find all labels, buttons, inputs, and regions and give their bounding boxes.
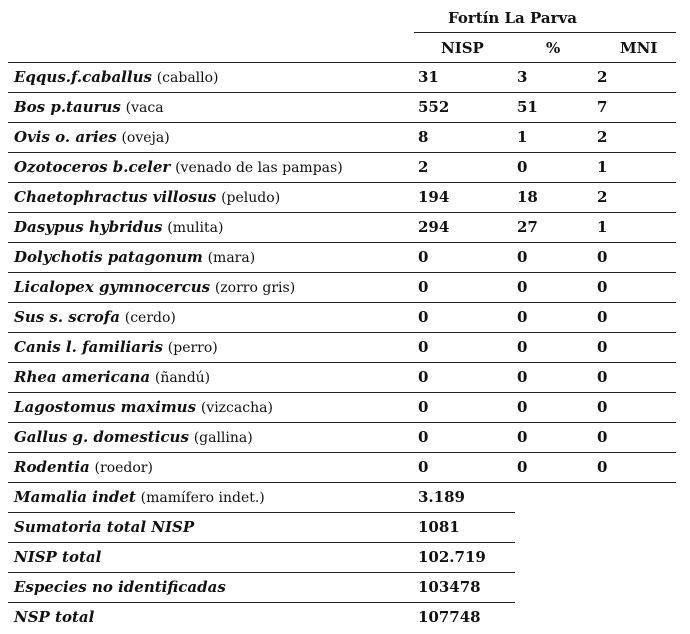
common-name: (gallina) [193,430,253,446]
species-name: Ozotoceros b.celer [14,158,171,176]
summary-label [14,482,265,512]
species-name: Eqqus.f.caballus [14,68,152,86]
mni-value: 0 [597,278,608,296]
species-label [14,122,170,152]
mni-value: 2 [597,188,608,206]
summary-name: Sumatoria total NISP [14,518,195,536]
common-name: (perro) [167,340,218,356]
summary-row [0,572,690,602]
nisp-value: 0 [418,368,429,386]
table-row [0,272,690,302]
summary-value: 1081 [418,518,460,536]
common-name: (mamífero indet.) [140,490,265,506]
table-row [0,452,690,482]
species-name: Gallus g. domesticus [14,428,189,446]
summary-value: 102.719 [418,548,486,566]
table-row [0,332,690,362]
common-name: (mulita) [167,220,224,236]
site-title: Fortín La Parva [448,9,577,27]
header-columns-row [0,33,690,63]
species-label [14,62,219,92]
percent-value: 0 [517,158,528,176]
table-row [0,302,690,332]
nisp-value: 2 [418,158,429,176]
mni-value: 0 [597,308,608,326]
species-name: Chaetophractus villosus [14,188,217,206]
summary-row [0,542,690,572]
mni-value: 0 [597,398,608,416]
common-name: (venado de las pampas) [175,160,343,176]
species-label [14,242,255,272]
summary-value: 107748 [418,608,481,626]
common-name: (zorro gris) [214,280,296,296]
nisp-value: 194 [418,188,450,206]
species-name: Rhea americana [14,368,151,386]
percent-value: 0 [517,278,528,296]
percent-value: 0 [517,338,528,356]
nisp-value: 0 [418,398,429,416]
common-name: (oveja) [121,130,170,146]
species-name: Ovis o. aries [14,128,117,146]
percent-value: 0 [517,248,528,266]
table-row [0,422,690,452]
nisp-value: 0 [418,308,429,326]
summary-value: 3.189 [418,488,465,506]
common-name: (cerdo) [124,310,176,326]
mni-value: 0 [597,458,608,476]
nisp-value: 0 [418,338,429,356]
common-name: (roedor) [94,460,153,476]
mni-value: 2 [597,68,608,86]
table-row [0,62,690,92]
mni-value: 0 [597,338,608,356]
common-name: (vaca [125,100,164,116]
table-row [0,92,690,122]
header-site-row [0,3,690,33]
species-name: Licalopex gymnocercus [14,278,211,296]
species-label [14,212,223,242]
col-header-percent: % [546,39,561,57]
table-row [0,362,690,392]
summary-row [0,512,690,542]
species-name: Canis l. familiaris [14,338,163,356]
percent-value: 0 [517,398,528,416]
species-label [14,362,210,392]
mni-value: 1 [597,218,608,236]
species-label [14,332,218,362]
col-header-mni: MNI [620,39,658,57]
percent-value: 0 [517,428,528,446]
species-name: Bos p.taurus [14,98,121,116]
species-label [14,302,176,332]
percent-value: 0 [517,308,528,326]
table-row [0,122,690,152]
common-name: (mara) [207,250,256,266]
mni-value: 0 [597,248,608,266]
common-name: (peludo) [221,190,281,206]
summary-row [0,482,690,512]
col-header-nisp: NISP [441,39,484,57]
species-label [14,152,343,182]
species-label [14,272,295,302]
table-row [0,182,690,212]
species-name: Lagostomus maximus [14,398,197,416]
species-name: Rodentia [14,458,90,476]
common-name: (ñandú) [154,370,211,386]
summary-name: Mamalia indet [14,488,136,506]
percent-value: 1 [517,128,528,146]
nisp-value: 0 [418,278,429,296]
nisp-value: 0 [418,428,429,446]
summary-name: NISP total [14,548,102,566]
summary-value: 103478 [418,578,481,596]
percent-value: 0 [517,458,528,476]
mni-value: 0 [597,368,608,386]
percent-value: 27 [517,218,538,236]
table-row [0,242,690,272]
mni-value: 7 [597,98,608,116]
nisp-value: 31 [418,68,439,86]
species-name: Sus s. scrofa [14,308,120,326]
summary-name: Especies no identificadas [14,578,226,596]
mni-value: 0 [597,428,608,446]
summary-row [0,602,690,632]
common-name: (caballo) [156,70,219,86]
percent-value: 3 [517,68,528,86]
table-row [0,212,690,242]
species-label [14,392,273,422]
species-name: Dasypus hybridus [14,218,163,236]
percent-value: 51 [517,98,538,116]
nisp-value: 0 [418,248,429,266]
nisp-value: 294 [418,218,450,236]
nisp-value: 8 [418,128,429,146]
species-label [14,422,253,452]
species-label [14,182,280,212]
common-name: (vizcacha) [200,400,273,416]
summary-name: NSP total [14,608,95,626]
mni-value: 2 [597,128,608,146]
species-label [14,92,164,122]
table-row [0,152,690,182]
species-name: Dolychotis patagonum [14,248,203,266]
nisp-value: 0 [418,458,429,476]
mni-value: 1 [597,158,608,176]
nisp-value: 552 [418,98,450,116]
table-row [0,392,690,422]
percent-value: 18 [517,188,538,206]
species-label [14,452,153,482]
percent-value: 0 [517,368,528,386]
